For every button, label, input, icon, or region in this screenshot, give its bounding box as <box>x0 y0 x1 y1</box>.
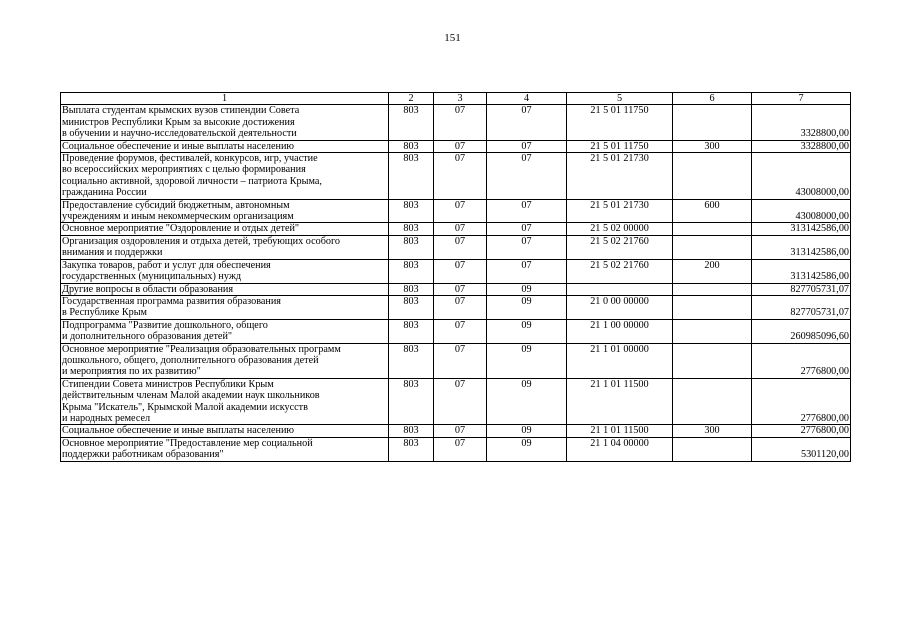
subsection-code-cell: 07 <box>487 259 567 283</box>
row-name-cell: Другие вопросы в области образования <box>61 283 389 295</box>
section-code-cell: 07 <box>434 343 487 378</box>
ministry-code-cell: 803 <box>389 295 434 319</box>
row-name-cell: Основное мероприятие "Реализация образовательных программ дошкольного, общего, дополнительного образования детей и мероприятия по их развитию" <box>61 343 389 378</box>
target-article-cell: 21 5 02 00000 <box>567 223 673 235</box>
row-name-cell: Стипендии Совета министров Республики Крым действительным членам Малой академии наук школьников Крыма "Искатель", Крымской Малой академии искусств и народных ремесел <box>61 378 389 425</box>
column-header: 6 <box>673 93 752 105</box>
row-name-cell: Социальное обеспечение и иные выплаты населению <box>61 140 389 152</box>
target-article-cell: 21 5 02 21760 <box>567 235 673 259</box>
budget-table <box>60 92 851 462</box>
column-header: 7 <box>752 93 851 105</box>
section-code-cell: 07 <box>434 140 487 152</box>
subsection-code-cell: 09 <box>487 319 567 343</box>
ministry-code-cell: 803 <box>389 343 434 378</box>
ministry-code-cell: 803 <box>389 140 434 152</box>
table-row <box>61 378 851 425</box>
amount-cell: 827705731,07 <box>752 295 851 319</box>
target-article-cell: 21 5 01 11750 <box>567 140 673 152</box>
expense-type-cell <box>673 343 752 378</box>
row-name-cell: Социальное обеспечение и иные выплаты населению <box>61 425 389 437</box>
row-name-cell: Подпрограмма "Развитие дошкольного, общего и дополнительного образования детей" <box>61 319 389 343</box>
amount-cell: 313142586,00 <box>752 235 851 259</box>
table-row <box>61 105 851 140</box>
section-code-cell: 07 <box>434 378 487 425</box>
ministry-code-cell: 803 <box>389 259 434 283</box>
subsection-code-cell: 07 <box>487 153 567 200</box>
row-name-cell: Государственная программа развития образования в Республике Крым <box>61 295 389 319</box>
amount-cell: 5301120,00 <box>752 437 851 461</box>
table-row <box>61 199 851 223</box>
table-row <box>61 153 851 200</box>
subsection-code-cell: 09 <box>487 283 567 295</box>
expense-type-cell <box>673 378 752 425</box>
expense-type-cell: 300 <box>673 425 752 437</box>
table-row <box>61 343 851 378</box>
expense-type-cell: 600 <box>673 199 752 223</box>
ministry-code-cell: 803 <box>389 199 434 223</box>
target-article-cell: 21 1 01 11500 <box>567 425 673 437</box>
table-row <box>61 319 851 343</box>
table-row <box>61 437 851 461</box>
subsection-code-cell: 07 <box>487 105 567 140</box>
target-article-cell: 21 1 00 00000 <box>567 319 673 343</box>
target-article-cell: 21 5 02 21760 <box>567 259 673 283</box>
subsection-code-cell: 09 <box>487 343 567 378</box>
expense-type-cell <box>673 319 752 343</box>
section-code-cell: 07 <box>434 235 487 259</box>
amount-cell: 2776800,00 <box>752 378 851 425</box>
subsection-code-cell: 09 <box>487 295 567 319</box>
expense-type-cell <box>673 105 752 140</box>
target-article-cell: 21 1 04 00000 <box>567 437 673 461</box>
column-header: 3 <box>434 93 487 105</box>
amount-cell: 43008000,00 <box>752 199 851 223</box>
subsection-code-cell: 09 <box>487 378 567 425</box>
target-article-cell: 21 0 00 00000 <box>567 295 673 319</box>
expense-type-cell <box>673 235 752 259</box>
section-code-cell: 07 <box>434 425 487 437</box>
row-name-cell: Основное мероприятие "Оздоровление и отдых детей" <box>61 223 389 235</box>
expense-type-cell <box>673 283 752 295</box>
subsection-code-cell: 09 <box>487 437 567 461</box>
expense-type-cell: 300 <box>673 140 752 152</box>
table-header-row <box>61 93 851 105</box>
row-name-cell: Организация оздоровления и отдыха детей, требующих особого внимания и поддержки <box>61 235 389 259</box>
subsection-code-cell: 07 <box>487 235 567 259</box>
ministry-code-cell: 803 <box>389 425 434 437</box>
section-code-cell: 07 <box>434 199 487 223</box>
expense-type-cell <box>673 223 752 235</box>
expense-type-cell <box>673 295 752 319</box>
target-article-cell: 21 5 01 21730 <box>567 153 673 200</box>
table-row <box>61 235 851 259</box>
expense-type-cell: 200 <box>673 259 752 283</box>
target-article-cell: 21 1 01 00000 <box>567 343 673 378</box>
row-name-cell: Закупка товаров, работ и услуг для обеспечения государственных (муниципальных) нужд <box>61 259 389 283</box>
ministry-code-cell: 803 <box>389 105 434 140</box>
ministry-code-cell: 803 <box>389 235 434 259</box>
section-code-cell: 07 <box>434 153 487 200</box>
row-name-cell: Основное мероприятие "Предоставление мер социальной поддержки работникам образования" <box>61 437 389 461</box>
amount-cell: 2776800,00 <box>752 343 851 378</box>
amount-cell: 313142586,00 <box>752 223 851 235</box>
row-name-cell: Предоставление субсидий бюджетным, автономным учреждениям и иным некоммерческим организациям <box>61 199 389 223</box>
ministry-code-cell: 803 <box>389 283 434 295</box>
column-header: 1 <box>61 93 389 105</box>
section-code-cell: 07 <box>434 105 487 140</box>
table-row <box>61 223 851 235</box>
section-code-cell: 07 <box>434 295 487 319</box>
subsection-code-cell: 07 <box>487 140 567 152</box>
section-code-cell: 07 <box>434 319 487 343</box>
target-article-cell: 21 1 01 11500 <box>567 378 673 425</box>
table-row <box>61 425 851 437</box>
amount-cell: 827705731,07 <box>752 283 851 295</box>
amount-cell: 3328800,00 <box>752 140 851 152</box>
table-row <box>61 140 851 152</box>
ministry-code-cell: 803 <box>389 319 434 343</box>
amount-cell: 313142586,00 <box>752 259 851 283</box>
target-article-cell: 21 5 01 11750 <box>567 105 673 140</box>
subsection-code-cell: 07 <box>487 199 567 223</box>
expense-type-cell <box>673 437 752 461</box>
section-code-cell: 07 <box>434 223 487 235</box>
subsection-code-cell: 09 <box>487 425 567 437</box>
ministry-code-cell: 803 <box>389 153 434 200</box>
column-header: 5 <box>567 93 673 105</box>
ministry-code-cell: 803 <box>389 378 434 425</box>
amount-cell: 3328800,00 <box>752 105 851 140</box>
page-number: 151 <box>444 32 461 44</box>
target-article-cell: 21 5 01 21730 <box>567 199 673 223</box>
amount-cell: 2776800,00 <box>752 425 851 437</box>
table-row <box>61 259 851 283</box>
amount-cell: 43008000,00 <box>752 153 851 200</box>
column-header: 2 <box>389 93 434 105</box>
target-article-cell <box>567 283 673 295</box>
expense-type-cell <box>673 153 752 200</box>
table-row <box>61 283 851 295</box>
section-code-cell: 07 <box>434 283 487 295</box>
ministry-code-cell: 803 <box>389 437 434 461</box>
section-code-cell: 07 <box>434 437 487 461</box>
ministry-code-cell: 803 <box>389 223 434 235</box>
subsection-code-cell: 07 <box>487 223 567 235</box>
table-row <box>61 295 851 319</box>
row-name-cell: Выплата студентам крымских вузов стипендии Совета министров Республики Крым за высокие достижения в обучении и научно-исследовательской деятельности <box>61 105 389 140</box>
column-header: 4 <box>487 93 567 105</box>
amount-cell: 260985096,60 <box>752 319 851 343</box>
row-name-cell: Проведение форумов, фестивалей, конкурсов, игр, участие во всероссийских мероприятиях с целью формирования социально активной, здоровой личности – патриота Крыма, гражданина России <box>61 153 389 200</box>
section-code-cell: 07 <box>434 259 487 283</box>
